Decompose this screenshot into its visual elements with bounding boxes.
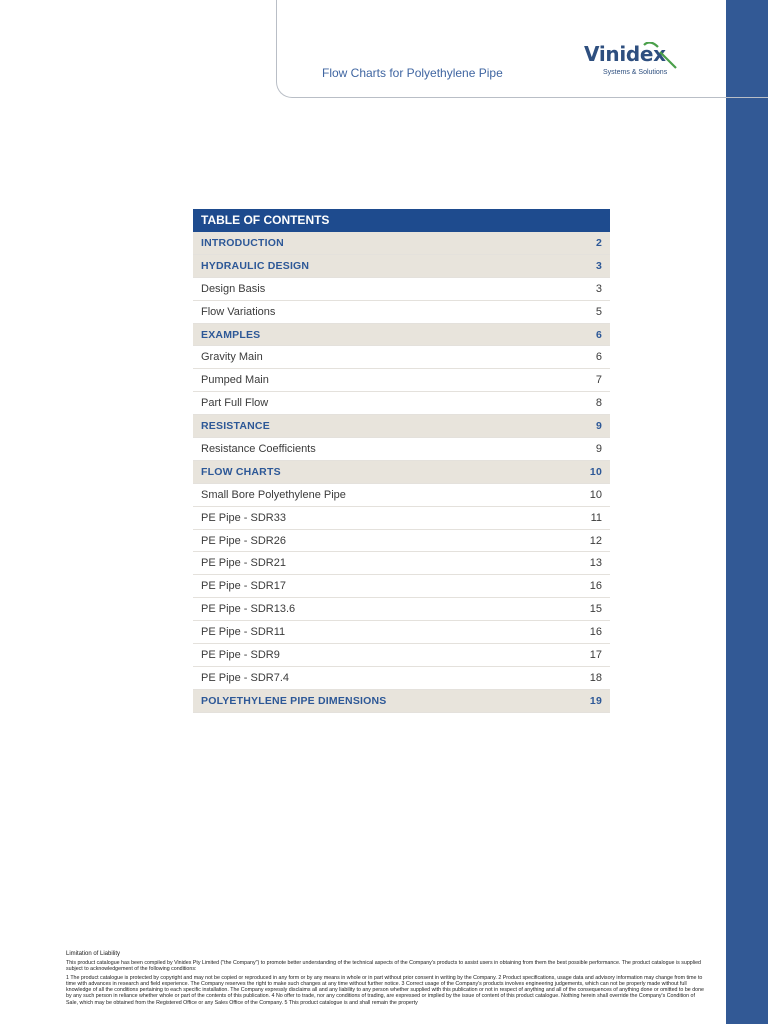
toc-row-label: PE Pipe - SDR13.6	[201, 603, 296, 616]
toc-entry-row[interactable]	[193, 346, 610, 369]
toc-row-page: 15	[589, 603, 602, 616]
toc-row-page: 2	[595, 236, 602, 249]
toc-row-label: EXAMPLES	[201, 328, 261, 341]
toc-section-row[interactable]	[193, 461, 610, 484]
toc-heading: TABLE OF CONTENTS	[193, 209, 610, 232]
toc-row-page: 3	[595, 282, 602, 295]
toc-row-label: Pumped Main	[201, 374, 269, 387]
logo-tagline: Systems & Solutions	[603, 69, 668, 76]
toc-entry-row[interactable]	[193, 598, 610, 621]
toc-entry-row[interactable]	[193, 667, 610, 690]
toc-row-page: 17	[589, 648, 602, 661]
toc-section-row[interactable]	[193, 415, 610, 438]
toc-entry-row[interactable]	[193, 301, 610, 324]
toc-entry-row[interactable]	[193, 552, 610, 575]
toc-row-page: 18	[589, 671, 602, 684]
logo-wordmark: Vinidex	[584, 42, 666, 66]
liability-conditions: 1 The product catalogue is protected by copyright and may not be copied or reproduced in any form or by any means in whole or in part without prior consent in writing by the Company. 2 Product specifications, usage data and advisory information may change from time to time with advances in research and field experience. The Company reserves the right to make such changes at any time without further notice. 3 Correct usage of the Company's products involves engineering judgements, which can not be properly made without full knowledge of all the conditions pertaining to each specific installation. The Company expressly disclaims all and any liability to any person whether supplied with this publication or not in respect of anything and all of the consequences of anything done or omitted to be done by any such person in reliance whether whole or part of the contents of this publication. 4 No offer to trade, nor any conditions of trading, are expressed or implied by the issue of content of this product catalogue. Nothing herein shall override the Company's Condition of Sale, which may be obtained from the Registered Office or any Sales Office of the Company. 5 This product catalogue is and shall remain the property	[66, 974, 704, 1006]
liability-title: Limitation of Liability	[66, 951, 121, 957]
liability-intro: This product catalogue has been compiled by Vinidex Pty Limited ("the Company") to promote better understanding of the technical aspects of the Company's products to assist users in obtaining from them the best possible performance. The product catalogue is supplied subject to acknowledgement of the following conditions:	[66, 960, 701, 973]
toc-row-page: 5	[595, 305, 602, 318]
toc-entry-row[interactable]	[193, 278, 610, 301]
toc-row-label: POLYETHYLENE PIPE DIMENSIONS	[201, 694, 387, 707]
toc-section-row[interactable]	[193, 690, 610, 713]
toc-row-page: 19	[589, 694, 602, 707]
toc-row-label: PE Pipe - SDR11	[201, 626, 286, 639]
toc-row-page: 13	[589, 557, 602, 570]
toc-section-row[interactable]	[193, 232, 610, 255]
toc-row-label: HYDRAULIC DESIGN	[201, 259, 310, 272]
toc-row-label: PE Pipe - SDR21	[201, 557, 286, 570]
toc-row-label: PE Pipe - SDR26	[201, 534, 286, 547]
toc-row-label: Resistance Coefficients	[201, 442, 316, 455]
toc-entry-row[interactable]	[193, 438, 610, 461]
toc-row-label: PE Pipe - SDR7.4	[201, 671, 290, 684]
toc-row-page: 11	[590, 511, 602, 524]
toc-row-label: PE Pipe - SDR33	[201, 511, 286, 524]
toc-row-label: Design Basis	[201, 282, 266, 295]
toc-row-label: FLOW CHARTS	[201, 465, 281, 478]
table-of-contents	[193, 209, 610, 713]
toc-row-label: Part Full Flow	[201, 397, 269, 410]
header-rule	[726, 97, 768, 98]
logo-swoosh-icon	[584, 42, 684, 82]
toc-row-page: 10	[589, 465, 602, 478]
toc-rows	[193, 232, 610, 713]
toc-row-label: Small Bore Polyethylene Pipe	[201, 488, 346, 501]
toc-row-page: 6	[595, 351, 602, 364]
toc-row-page: 6	[595, 328, 602, 341]
toc-row-page: 8	[595, 397, 602, 410]
toc-section-row[interactable]	[193, 324, 610, 347]
toc-row-label: PE Pipe - SDR17	[201, 580, 286, 593]
toc-entry-row[interactable]	[193, 621, 610, 644]
toc-entry-row[interactable]	[193, 369, 610, 392]
toc-row-label: Flow Variations	[201, 305, 276, 318]
toc-entry-row[interactable]	[193, 575, 610, 598]
toc-entry-row[interactable]	[193, 484, 610, 507]
toc-entry-row[interactable]	[193, 392, 610, 415]
toc-row-page: 3	[595, 259, 602, 272]
toc-row-page: 16	[589, 580, 602, 593]
toc-row-page: 9	[595, 420, 602, 433]
toc-row-page: 7	[595, 374, 602, 387]
toc-row-label: RESISTANCE	[201, 420, 270, 433]
toc-row-page: 10	[589, 488, 602, 501]
toc-entry-row[interactable]	[193, 530, 610, 553]
side-color-bar	[726, 0, 768, 1024]
toc-row-page: 16	[589, 626, 602, 639]
toc-row-label: Gravity Main	[201, 351, 263, 364]
toc-row-label: PE Pipe - SDR9	[201, 648, 280, 661]
document-title: Flow Charts for Polyethylene Pipe	[322, 66, 503, 80]
toc-row-page: 12	[589, 534, 602, 547]
vinidex-logo	[584, 42, 684, 82]
limitation-of-liability	[66, 951, 706, 1008]
toc-section-row[interactable]	[193, 255, 610, 278]
toc-row-page: 9	[595, 442, 602, 455]
toc-entry-row[interactable]	[193, 644, 610, 667]
toc-row-label: INTRODUCTION	[201, 236, 284, 249]
toc-entry-row[interactable]	[193, 507, 610, 530]
